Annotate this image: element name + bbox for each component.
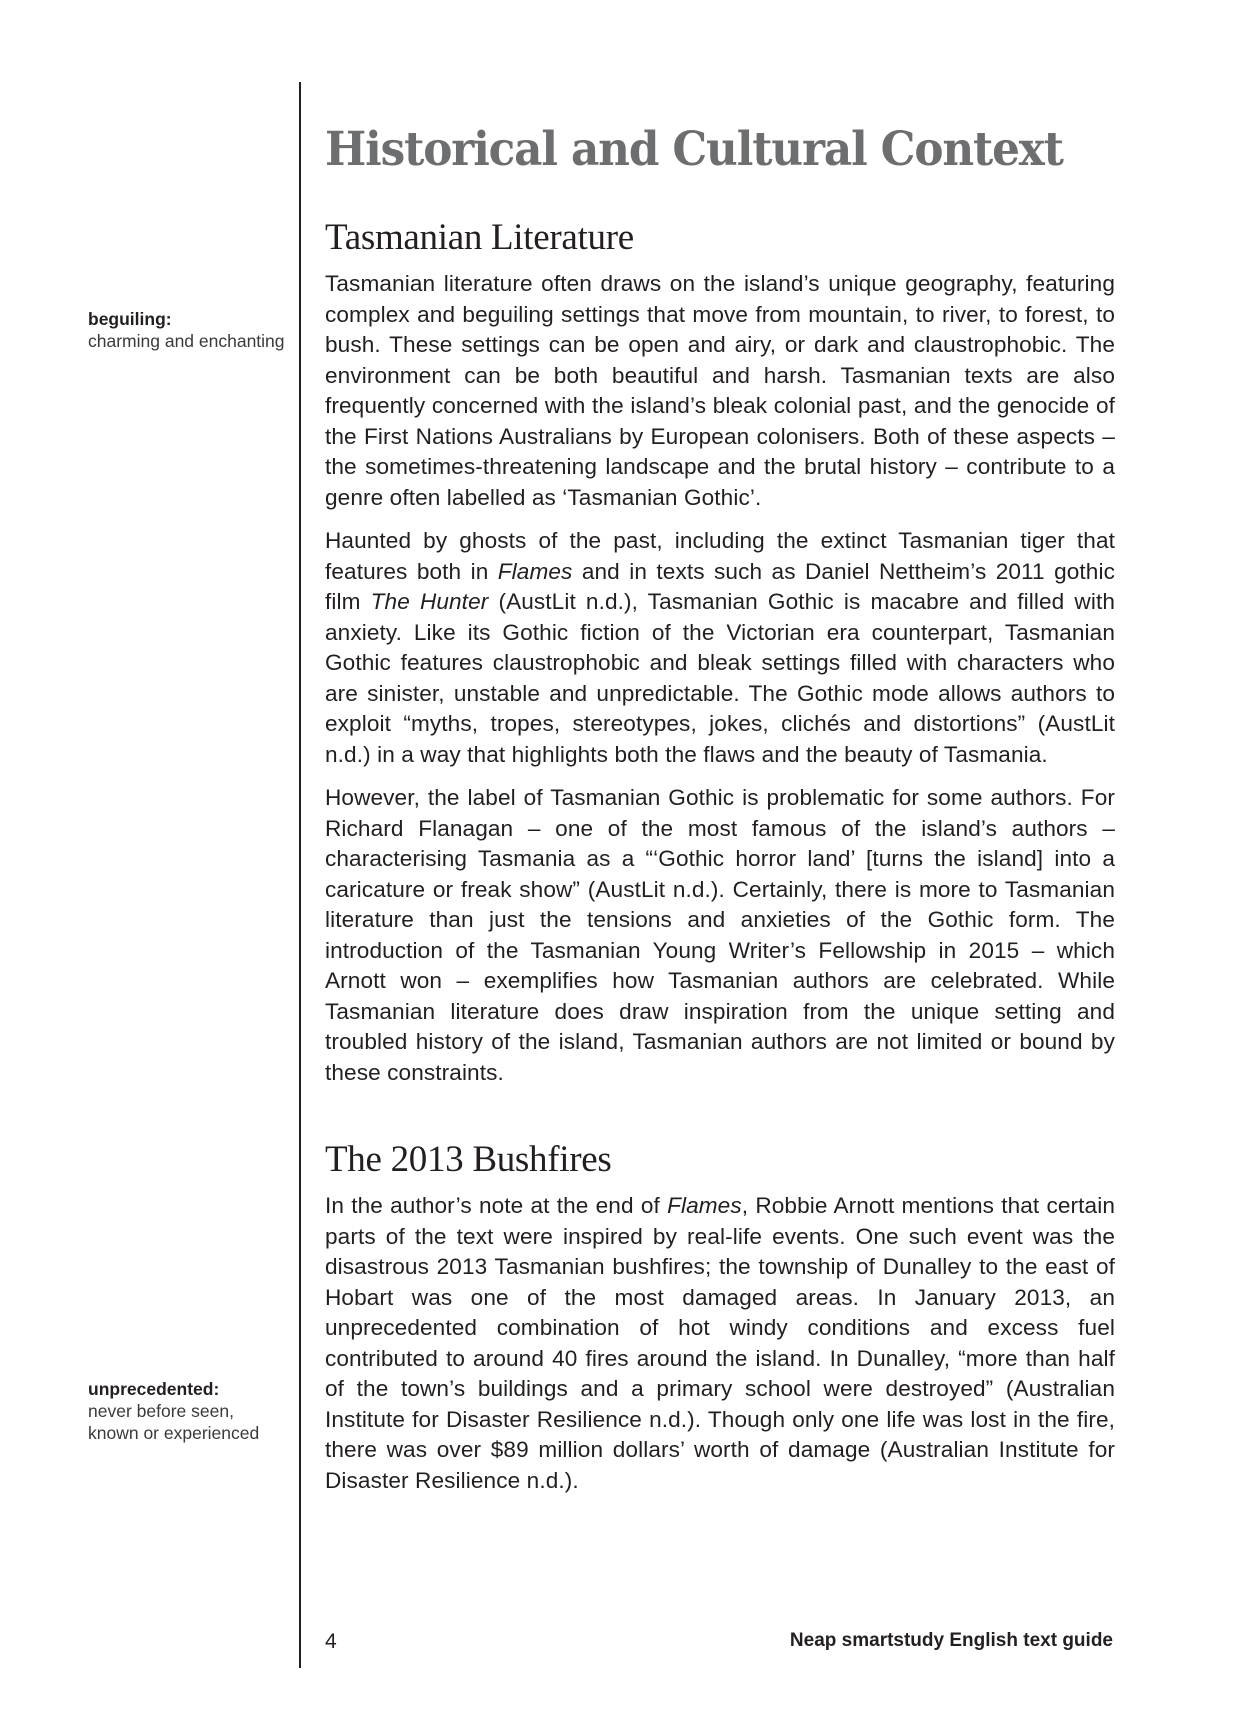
text-run: (AustLit n.d.), Tasmanian Gothic is macabre and filled with anxiety. Like its Gothic fiction of the Victorian era counterpart, Tasmanian Gothic features claustrophobic and bleak settings filled with characters who are sinister, unstable and unpredictable. The Gothic mode allows authors to exploit “myths, tropes, stereotypes, jokes, clichés and distortions” (AustLit n.d.) in a way that highlights both the flaws and the beauty of Tasmania. bbox=[325, 589, 1115, 767]
section-heading: Tasmanian Literature bbox=[325, 217, 634, 258]
section-tasmanian-literature bbox=[325, 216, 1115, 1088]
glossary-note-unprecedented bbox=[88, 1378, 288, 1444]
paragraph bbox=[325, 526, 1115, 770]
page-number: 4 bbox=[325, 1630, 337, 1653]
paragraph bbox=[325, 1191, 1115, 1496]
italic-title: Flames bbox=[667, 1193, 742, 1218]
text-run: Haunted by ghosts of the past, including the extinct Tasmanian tiger that features both in bbox=[325, 528, 1115, 584]
glossary-term: beguiling: bbox=[88, 309, 172, 329]
glossary-definition: never before seen, known or experienced bbox=[88, 1401, 260, 1443]
section-heading: The 2013 Bushfires bbox=[325, 1139, 612, 1180]
italic-title: The Hunter bbox=[370, 589, 489, 614]
text-run: , Robbie Arnott mentions that certain parts of the text were inspired by real-life events. One such event was the disastrous 2013 Tasmanian bushfires; the township of Dunalley to the east of Hobart was one of the most damaged areas. In January 2013, an unprecedented combination of hot windy conditions and excess fuel contributed to around 40 fires around the island. In Dunalley, “more than half of the town’s buildings and a primary school were destroyed” (Australian Institute for Disaster Resilience n.d.). Though only one life was lost in the fire, there was over $89 million dollars’ worth of damage (Australian Institute for Disaster Resilience n.d.). bbox=[325, 1193, 1116, 1493]
text-run: In the author’s note at the end of bbox=[325, 1193, 668, 1218]
footer-title: Neap smartstudy English text guide bbox=[789, 1630, 1113, 1651]
text-run: and in texts such as Daniel Nettheim’s 2011 gothic film bbox=[325, 558, 1115, 614]
glossary-definition: charming and enchanting bbox=[88, 331, 285, 351]
glossary-note-beguiling bbox=[88, 308, 288, 352]
page-title: Historical and Cultural Context bbox=[325, 122, 1063, 177]
main-content bbox=[325, 120, 1115, 1496]
section-2013-bushfires bbox=[325, 1138, 1115, 1496]
glossary-term: unprecedented: bbox=[88, 1379, 220, 1399]
paragraph: However, the label of Tasmanian Gothic is problematic for some authors. For Richard Flanagan – one of the most famous of the island’s authors – characterising Tasmania as a “‘Gothic horror land’ [turns the island] into a caricature or freak show” (AustLit n.d.). Certainly, there is more to Tasmanian literature than just the tensions and anxieties of the Gothic form. The introduction of the Tasmanian Young Writer’s Fellowship in 2015 – which Arnott won – exemplifies how Tasmanian authors are celebrated. While Tasmanian literature does draw inspiration from the unique setting and troubled history of the island, Tasmanian authors are not limited or bound by these constraints. bbox=[325, 785, 1115, 1085]
italic-title: Flames bbox=[497, 558, 573, 584]
paragraph: Tasmanian literature often draws on the island’s unique geography, featuring complex and beguiling settings that move from mountain, to river, to forest, to bush. These settings can be open and airy, or dark and claustrophobic. The environment can be both beautiful and harsh. Tasmanian texts are also frequently concerned with the island’s bleak colonial past, and the genocide of the First Nations Australians by European colonisers. Both of these aspects – the sometimes-threatening landscape and the brutal history – contribute to a genre often labelled as ‘Tasmanian Gothic’. bbox=[325, 271, 1115, 510]
margin-rule bbox=[299, 82, 301, 1668]
